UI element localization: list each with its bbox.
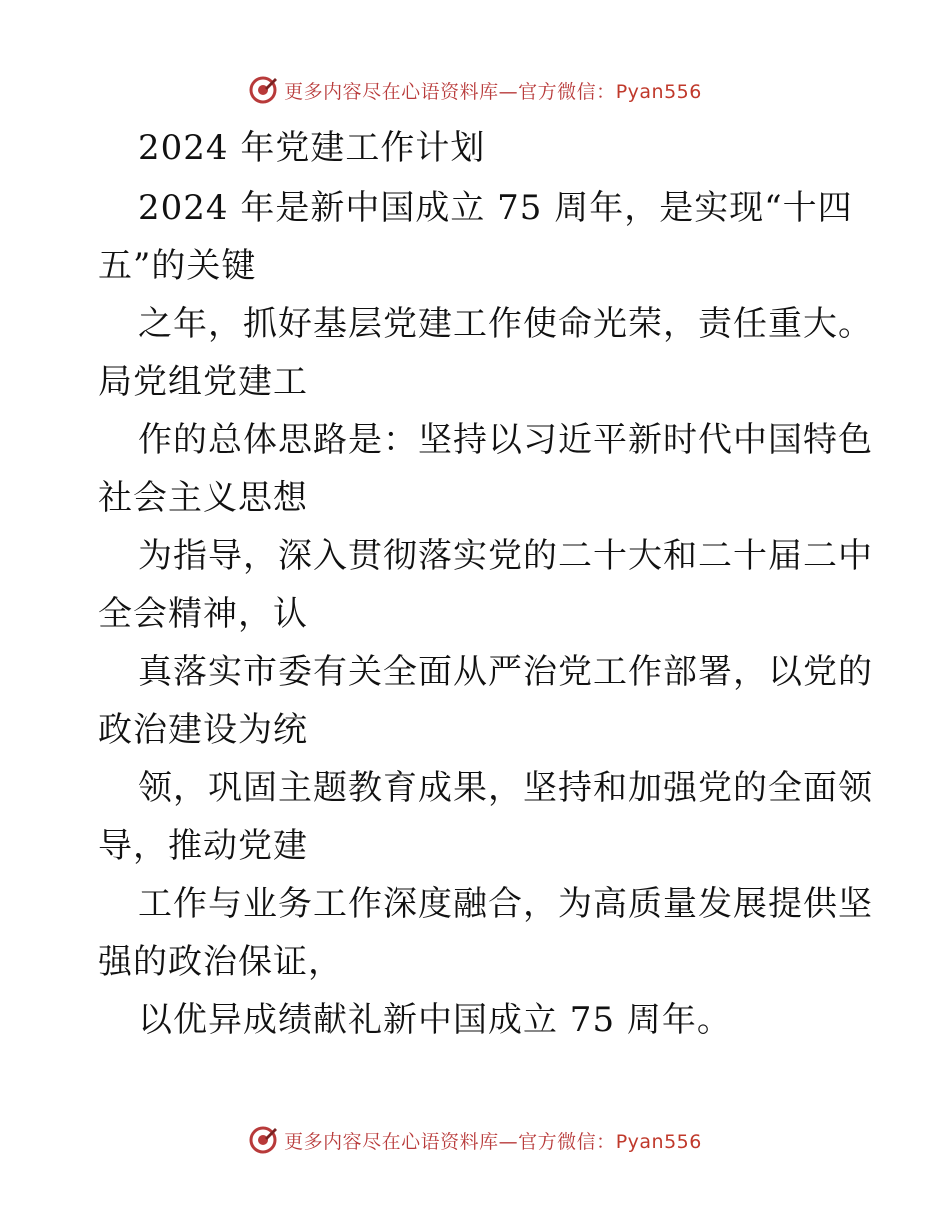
header-watermark (0, 72, 950, 108)
paragraph-line: 社会主义思想 (98, 478, 308, 518)
footer-watermark (0, 1122, 950, 1158)
watermark-wechat-label: 官方微信： (518, 1130, 616, 1153)
paragraph-line: 2024 年是新中国成立 75 周年，是实现“十四 (138, 188, 853, 228)
watermark-brand: 更多内容尽在心语资料库 (284, 1130, 499, 1153)
watermark-separator: — (498, 1130, 519, 1153)
paragraph-line: 以优异成绩献礼新中国成立 75 周年。 (138, 1000, 732, 1040)
watermark-text (284, 1127, 702, 1154)
paragraph-line: 五”的关键 (98, 246, 257, 286)
watermark-text (284, 77, 702, 104)
watermark-separator: — (498, 80, 519, 103)
paragraph-line: 作的总体思路是：坚持以习近平新时代中国特色 (138, 420, 873, 460)
paragraph-line: 政治建设为统 (98, 710, 308, 750)
paragraph-line: 导，推动党建 (98, 826, 308, 866)
pen-circle-logo-icon (248, 1125, 278, 1155)
watermark-wechat-id: Pyan556 (615, 80, 702, 103)
paragraph-line: 为指导，深入贯彻落实党的二十大和二十届二中 (138, 536, 873, 576)
document-title: 2024 年党建工作计划 (138, 128, 486, 168)
watermark-brand: 更多内容尽在心语资料库 (284, 80, 499, 103)
watermark-wechat-label: 官方微信： (518, 80, 616, 103)
paragraph-line: 工作与业务工作深度融合，为高质量发展提供坚 (138, 884, 873, 924)
paragraph-line: 领，巩固主题教育成果，坚持和加强党的全面领 (138, 768, 873, 808)
paragraph-line: 强的政治保证， (98, 942, 343, 982)
paragraph-line: 全会精神，认 (98, 594, 308, 634)
pen-circle-logo-icon (248, 75, 278, 105)
paragraph-line: 局党组党建工 (98, 362, 308, 402)
watermark-wechat-id: Pyan556 (615, 1130, 702, 1153)
paragraph-line: 之年，抓好基层党建工作使命光荣，责任重大。 (138, 304, 873, 344)
paragraph-line: 真落实市委有关全面从严治党工作部署，以党的 (138, 652, 873, 692)
